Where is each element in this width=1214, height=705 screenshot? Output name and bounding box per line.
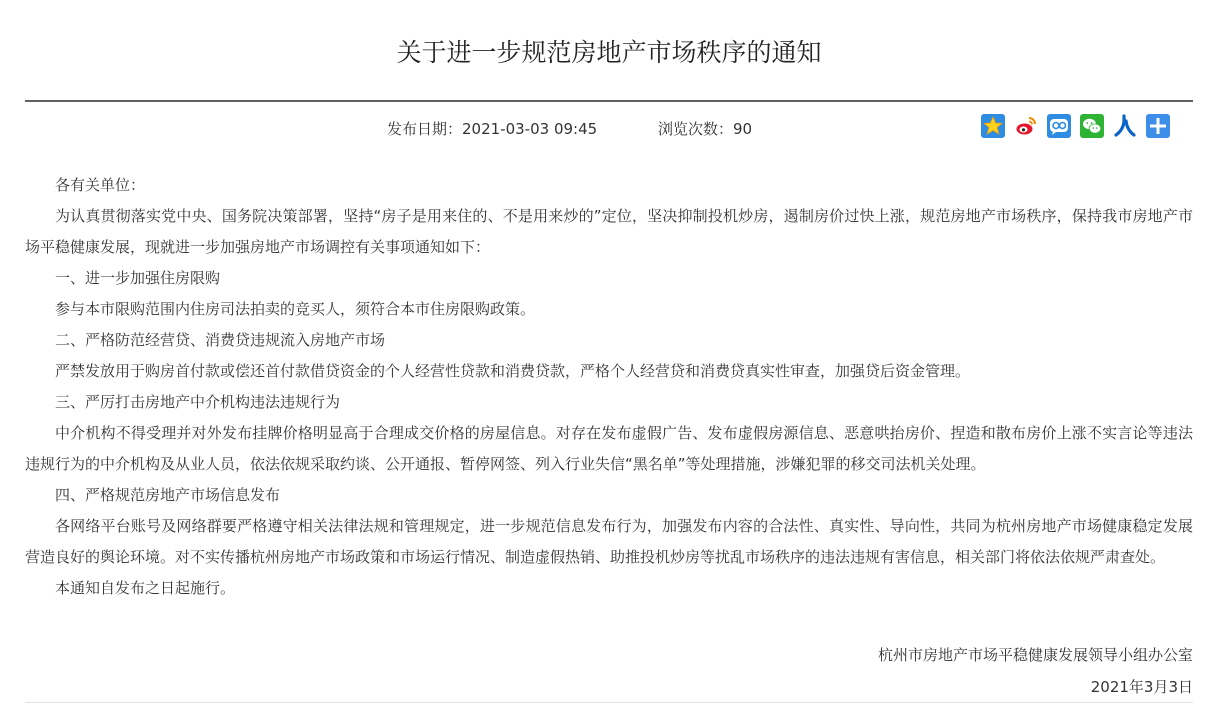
intro-paragraph: 为认真贯彻落实党中央、国务院决策部署，坚持“房子是用来住的、不是用来炒的”定位，坚决抑制投机炒房，遏制房价过快上涨，规范房地产市场秩序，保持我市房地产市场平稳健康发展，现就进一步加强房地产市场调控有关事项通知如下： — [25, 207, 1193, 256]
view-count: 浏览次数：90 — [658, 120, 753, 138]
section-paragraph-1: 参与本市限购范围内住房司法拍卖的竞买人，须符合本市住房限购政策。 — [55, 300, 536, 318]
renren-icon[interactable] — [1113, 114, 1137, 138]
page-title: 关于进一步规范房地产市场秩序的通知 — [396, 38, 822, 67]
signature-date: 2021年3月3日 — [1090, 678, 1193, 696]
article-meta — [25, 117, 1193, 141]
weibo-icon[interactable] — [1014, 114, 1038, 138]
effective-date-paragraph: 本通知自发布之日起施行。 — [55, 579, 236, 597]
section-heading-1: 一、进一步加强住房限购 — [55, 269, 221, 287]
salutation: 各有关单位： — [55, 176, 146, 194]
article-body — [25, 170, 1193, 604]
more-plus-icon[interactable] — [1146, 114, 1170, 138]
bottom-divider — [25, 702, 1193, 703]
publish-date: 发布日期：2021-03-03 09:45 — [387, 120, 598, 138]
tencent-weibo-icon[interactable] — [1047, 114, 1071, 138]
title-divider — [25, 100, 1193, 102]
signature-org: 杭州市房地产市场平稳健康发展领导小组办公室 — [877, 646, 1193, 664]
section-heading-2: 二、严格防范经营贷、消费贷违规流入房地产市场 — [55, 331, 386, 349]
section-paragraph-3: 中介机构不得受理并对外发布挂牌价格明显高于合理成交价格的房屋信息。对存在发布虚假广告、发布虚假房源信息、恶意哄抬房价、捏造和散布房价上涨不实言论等违法违规行为的中介机构及从业人员，依法依规采取约谈、公开通报、暂停网签、列入行业失信“黑名单”等处理措施，涉嫌犯罪的移交司法机关处理。 — [25, 424, 1193, 473]
wechat-icon[interactable] — [1080, 114, 1104, 138]
section-heading-4: 四、严格规范房地产市场信息发布 — [55, 486, 281, 504]
section-paragraph-4: 各网络平台账号及网络群要严格遵守相关法律法规和管理规定，进一步规范信息发布行为，加强发布内容的合法性、真实性、导向性，共同为杭州房地产市场健康稳定发展营造良好的舆论环境。对不实传播杭州房地产市场政策和市场运行情况、制造虚假热销、助推投机炒房等扰乱市场秩序的违法违规有害信息，相关部门将依法依规严肃查处。 — [25, 517, 1193, 566]
section-paragraph-2: 严禁发放用于购房首付款或偿还首付款借贷资金的个人经营性贷款和消费贷款，严格个人经营贷和消费贷真实性审查，加强贷后资金管理。 — [55, 362, 971, 380]
qzone-star-icon[interactable] — [981, 114, 1005, 138]
section-heading-3: 三、严厉打击房地产中介机构违法违规行为 — [55, 393, 341, 411]
